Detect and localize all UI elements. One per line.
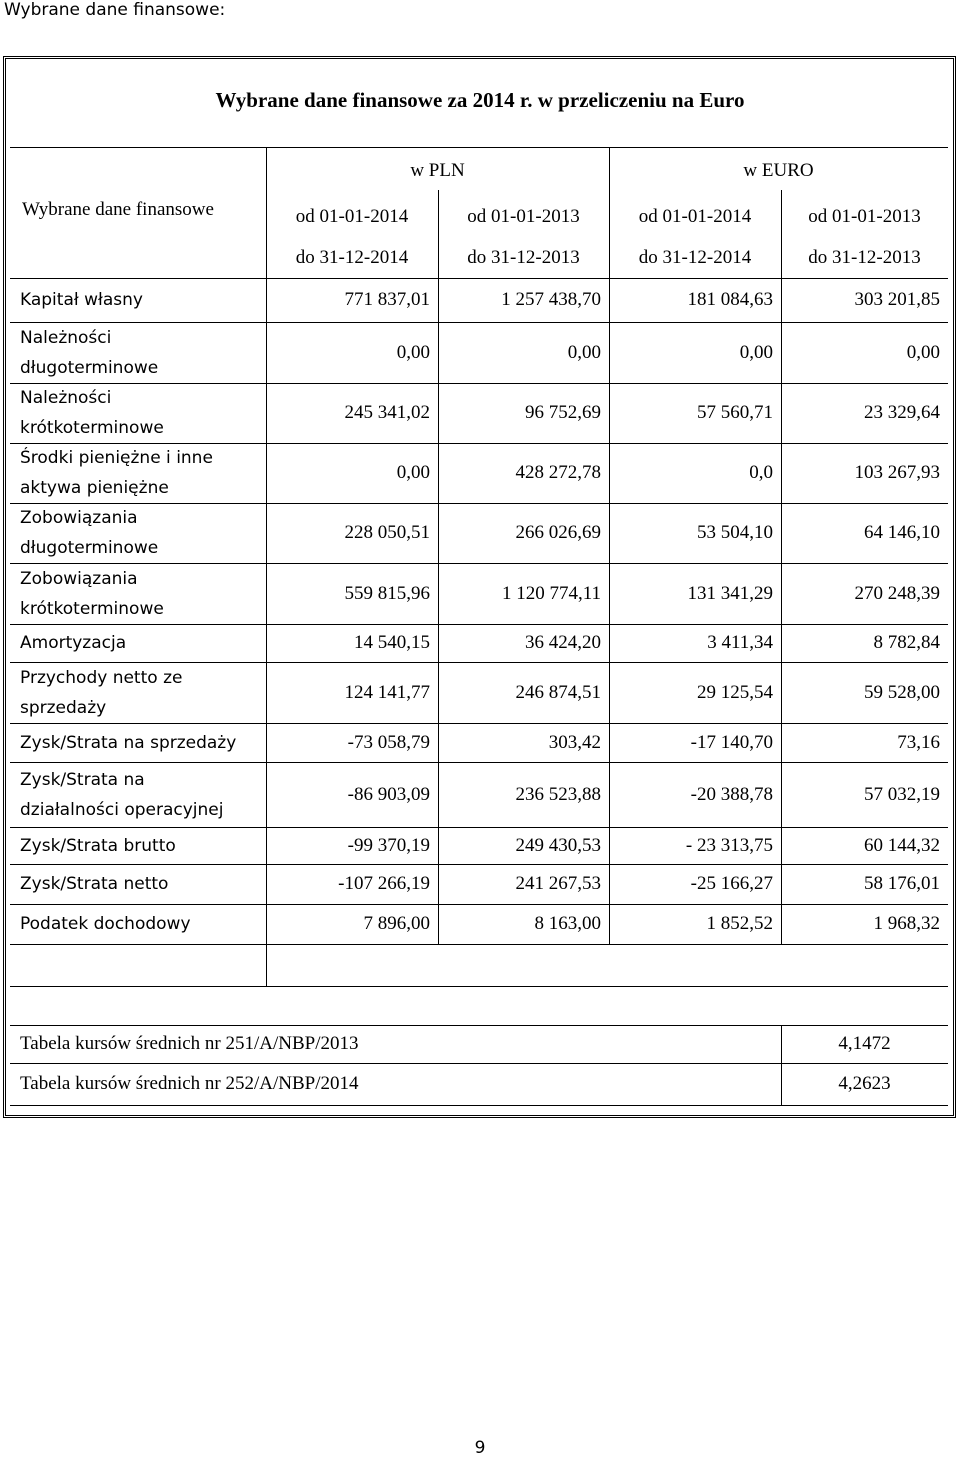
rate-value: 4,1472	[838, 1033, 891, 1054]
row-label: długoterminowe	[20, 357, 159, 378]
period-to: do 31-12-2013	[808, 247, 921, 268]
table-title: Wybrane dane finansowe za 2014 r. w przeliczeniu na Euro	[215, 88, 745, 112]
cell-value: 0,00	[739, 341, 773, 363]
cell-value: 103 267,93	[854, 462, 940, 483]
row-header: Wybrane dane finansowe	[22, 199, 214, 220]
rate-label: Tabela kursów średnich nr 252/A/NBP/2014	[20, 1073, 359, 1094]
currency-header-pln: w PLN	[410, 160, 465, 181]
row-label: Kapitał własny	[20, 290, 143, 310]
cell-value: 0,00	[396, 462, 430, 483]
cell-value: 7 896,00	[363, 913, 430, 934]
row-label: Zobowiązania	[20, 508, 138, 528]
grid-line	[10, 563, 948, 564]
cell-value: 1 852,52	[706, 913, 773, 934]
grid-line	[10, 147, 948, 148]
cell-value: -20 388,78	[690, 783, 773, 805]
cell-value: 58 176,01	[864, 873, 940, 894]
cell-value: 53 504,10	[697, 522, 773, 543]
cell-value: 303 201,85	[854, 289, 940, 310]
cell-value: 0,00	[567, 341, 601, 363]
grid-line	[10, 443, 948, 444]
row-label: Zysk/Strata na	[20, 769, 145, 790]
cell-value: 181 084,63	[687, 289, 773, 310]
grid-line	[10, 278, 948, 279]
grid-line	[10, 986, 948, 987]
period-from: od 01-01-2014	[638, 206, 752, 227]
currency-header-euro: w EURO	[743, 160, 814, 181]
row-label: Zobowiązania	[20, 568, 138, 589]
cell-value: 236 523,88	[515, 783, 601, 805]
cell-value: 14 540,15	[354, 632, 430, 653]
grid-line	[10, 904, 948, 905]
period-from: od 01-01-2013	[467, 206, 580, 227]
row-label: krótkoterminowe	[20, 598, 164, 619]
cell-value: 36 424,20	[525, 632, 601, 653]
cell-value: 771 837,01	[344, 289, 430, 310]
grid-line	[10, 1105, 948, 1106]
cell-value: 246 874,51	[515, 681, 601, 703]
period-from: od 01-01-2014	[295, 206, 409, 227]
cell-value: 245 341,02	[344, 402, 430, 423]
grid-line	[10, 624, 948, 625]
period-to: do 31-12-2014	[295, 247, 409, 268]
grid-line	[10, 864, 948, 865]
grid-line	[10, 503, 948, 504]
cell-value: 131 341,29	[687, 582, 773, 604]
cell-value: 23 329,64	[864, 402, 940, 423]
row-label: Należności	[20, 327, 112, 348]
cell-value: 0,0	[749, 462, 773, 483]
cell-value: 96 752,69	[525, 402, 601, 423]
cell-value: 8 163,00	[534, 913, 601, 934]
period-to: do 31-12-2014	[638, 247, 752, 268]
cell-value: 1 120 774,11	[501, 582, 601, 604]
cell-value: -99 370,19	[347, 834, 430, 856]
cell-value: 124 141,77	[344, 681, 430, 703]
grid-line	[10, 1063, 948, 1064]
grid-line	[10, 383, 948, 384]
cell-value: 57 032,19	[864, 783, 940, 805]
cell-value: 1 968,32	[873, 913, 940, 934]
cell-value: 559 815,96	[344, 582, 430, 604]
cell-value: -73 058,79	[347, 731, 430, 753]
row-label: Zysk/Strata netto	[20, 874, 169, 894]
cell-value: 29 125,54	[697, 681, 773, 703]
grid-line	[10, 1025, 948, 1026]
cell-value: 241 267,53	[515, 873, 601, 894]
row-label: długoterminowe	[20, 538, 159, 558]
rate-value: 4,2623	[838, 1073, 891, 1094]
cell-value: 73,16	[897, 731, 940, 753]
cell-value: 57 560,71	[697, 402, 773, 423]
grid-line	[266, 944, 267, 986]
cell-value: -86 903,09	[347, 783, 430, 805]
cell-value: 64 146,10	[864, 522, 940, 543]
cell-value: -107 266,19	[338, 873, 430, 894]
cell-value: 266 026,69	[515, 522, 601, 543]
period-from: od 01-01-2013	[808, 206, 921, 227]
cell-value: 1 257 438,70	[501, 289, 601, 310]
row-label: Przychody netto ze	[20, 667, 183, 688]
cell-value: 428 272,78	[515, 462, 601, 483]
rate-label: Tabela kursów średnich nr 251/A/NBP/2013	[20, 1033, 359, 1054]
row-label: Zysk/Strata brutto	[20, 835, 176, 856]
intro-text: Wybrane dane finansowe:	[4, 0, 226, 20]
row-label: Środki pieniężne i inne	[20, 448, 213, 468]
grid-line	[10, 662, 948, 663]
cell-value: 303,42	[548, 731, 601, 753]
grid-line	[10, 322, 948, 323]
page-number: 9	[474, 1438, 486, 1458]
cell-value: -25 166,27	[690, 873, 773, 894]
cell-value: 249 430,53	[515, 834, 601, 856]
period-to: do 31-12-2013	[467, 247, 580, 268]
row-label: krótkoterminowe	[20, 418, 164, 438]
row-label: Podatek dochodowy	[20, 914, 191, 934]
row-label: działalności operacyjnej	[20, 799, 224, 820]
row-label: aktywa pieniężne	[20, 478, 169, 498]
row-label: Zysk/Strata na sprzedaży	[20, 732, 237, 753]
grid-line	[10, 762, 948, 763]
row-label: Amortyzacja	[20, 633, 127, 653]
row-label: sprzedaży	[20, 697, 107, 718]
cell-value: 8 782,84	[873, 632, 940, 653]
cell-value: 60 144,32	[864, 834, 940, 856]
cell-value: 270 248,39	[854, 582, 940, 604]
cell-value: - 23 313,75	[685, 834, 773, 856]
cell-value: 0,00	[906, 341, 940, 363]
cell-value: -17 140,70	[690, 731, 773, 753]
grid-line	[10, 827, 948, 828]
cell-value: 0,00	[396, 341, 430, 363]
row-label: Należności	[20, 388, 112, 408]
grid-line	[10, 944, 948, 945]
cell-value: 3 411,34	[707, 632, 773, 653]
cell-value: 59 528,00	[864, 681, 940, 703]
cell-value: 228 050,51	[344, 522, 430, 543]
grid-line	[10, 723, 948, 724]
